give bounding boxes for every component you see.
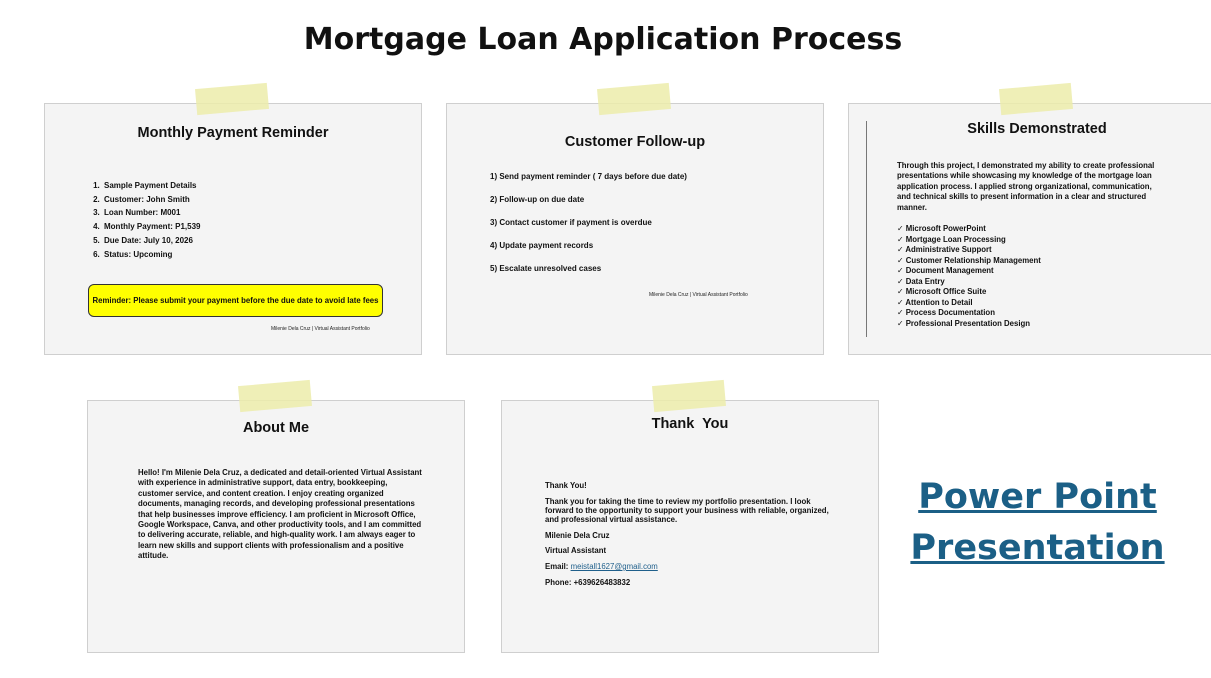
slide-customer-follow-up[interactable] <box>446 103 824 355</box>
list-item: ✓ Mortgage Loan Processing <box>897 234 1006 244</box>
reminder-banner: Reminder: Please submit your payment before the due date to avoid late fees <box>88 284 383 317</box>
slide-thank-you[interactable] <box>501 400 879 653</box>
list-item: ✓ Process Documentation <box>897 308 995 317</box>
list-item: 3. Loan Number: M001 <box>102 206 200 220</box>
divider-line <box>866 121 867 337</box>
list-item: 5. Due Date: July 10, 2026 <box>102 234 200 248</box>
follow-up-steps <box>490 172 687 287</box>
slide-title: About Me <box>242 420 310 436</box>
list-item: ✓ Data Entry <box>897 276 945 286</box>
slide-title: Skills Demonstrated <box>967 121 1107 137</box>
list-item: 4) Update payment records <box>490 241 594 250</box>
list-item: ✓ Document Management <box>897 266 994 275</box>
about-me-text: Hello! I'm Milenie Dela Cruz, a dedicated and detail-oriented Virtual Assistant with experience in administrative support, data entry, bookkeeping, customer service, and content creation. I enjoy creating organized documents, managing records, and developing professional presentations that help businesses improve efficiency. I am proficient in Microsoft Office, Google Workspace, Canva, and other productivity tools, and I am committed to delivering accurate, reliable, and high-quality work. I am always eager to learn new skills and support clients with professionalism and a positive attitude. <box>138 468 422 561</box>
skills-list <box>897 224 1041 329</box>
contact-name: Milenie Dela Cruz <box>545 530 610 540</box>
list-item: ✓ Microsoft Office Suite <box>897 287 987 296</box>
page-title: Mortgage Loan Application Process <box>303 22 903 57</box>
slide-title: Customer Follow-up <box>564 134 706 150</box>
payment-details-list <box>88 179 200 261</box>
slide-title: Thank You <box>651 416 729 432</box>
list-item: ✓ Customer Relationship Management <box>897 255 1041 265</box>
slide-about-me[interactable] <box>87 400 465 653</box>
thank-you-message: Thank you for taking the time to review my portfolio presentation. I look forward to the opportunity to support your business with reliable, organized, and professional virtual assistance. <box>545 496 829 525</box>
contact-email-row <box>545 562 840 572</box>
list-item: 4. Monthly Payment: P1,539 <box>102 220 200 234</box>
thank-you-content <box>545 481 840 593</box>
email-label: Email: <box>545 562 571 571</box>
greeting: Thank You! <box>545 481 587 490</box>
link-line-2: Presentation <box>910 528 1165 568</box>
list-item: 1) Send payment reminder ( 7 days before due date) <box>490 172 687 181</box>
list-item: ✓ Attention to Detail <box>897 297 973 307</box>
list-item: 1. Sample Payment Details <box>102 179 200 193</box>
list-item: 3) Contact customer if payment is overdue <box>490 218 652 227</box>
slide-footer: Milenie Dela Cruz | Virtual Assistant Portfolio <box>271 326 370 332</box>
list-item: 2) Follow-up on due date <box>490 195 585 204</box>
list-item: ✓ Microsoft PowerPoint <box>897 224 986 233</box>
link-line-1: Power Point <box>918 477 1157 517</box>
skills-intro: Through this project, I demonstrated my ability to create professional presentations while showcasing my knowledge of the mortgage loan application process. I applied strong organizational, communication, and technical skills to present information in a clear and structured manner. <box>897 161 1155 212</box>
power-point-presentation-link[interactable] <box>905 472 1170 574</box>
slide-title: Monthly Payment Reminder <box>137 125 329 141</box>
list-item: ✓ Professional Presentation Design <box>897 318 1031 328</box>
slide-footer: Milenie Dela Cruz | Virtual Assistant Portfolio <box>649 292 748 298</box>
list-item: ✓ Administrative Support <box>897 245 992 254</box>
list-item: 2. Customer: John Smith <box>102 193 200 207</box>
list-item: 5) Escalate unresolved cases <box>490 264 602 273</box>
slide-monthly-payment-reminder[interactable] <box>44 103 422 355</box>
list-item: 6. Status: Upcoming <box>102 248 200 262</box>
contact-phone: Phone: +639626483832 <box>545 577 631 587</box>
email-link[interactable]: meistall1627@gmail.com <box>570 562 658 571</box>
slide-skills-demonstrated[interactable] <box>848 103 1211 355</box>
contact-role: Virtual Assistant <box>545 546 607 556</box>
